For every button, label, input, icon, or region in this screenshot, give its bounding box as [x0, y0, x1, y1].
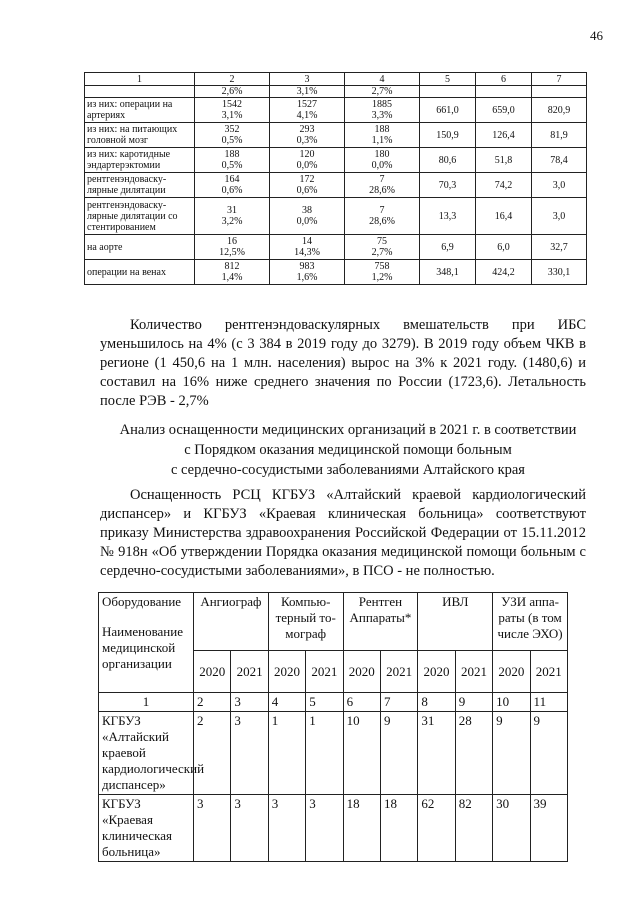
- paragraph-equipment: Оснащенность РСЦ КГБУЗ «Алтайский краевой кардиологический диспансер» и КГБУЗ «Краевая клиническая больница» соответствуют приказу Министерства здравоохранения Российской Федерации от 15.11.2012 № 918н «Об утверждении Порядка оказания медицинской помощи больным с сердечно-сосудистыми заболеваниями», в ПСО - не полностью.: [100, 487, 586, 579]
- corner-header: [99, 593, 194, 693]
- year-cell: 2020: [418, 651, 455, 693]
- table-cell: 659,0: [476, 98, 532, 123]
- table-cell: 7 28,6%: [345, 173, 420, 198]
- column-number: 2: [194, 693, 231, 712]
- table-cell: 352 0,5%: [195, 123, 270, 148]
- column-number: 3: [231, 693, 268, 712]
- table-cell: 6,9: [420, 235, 476, 260]
- table-cell: 164 0,6%: [195, 173, 270, 198]
- equipment-header-row: [99, 593, 568, 651]
- table-cell: 150,9: [420, 123, 476, 148]
- column-number: 8: [418, 693, 455, 712]
- table-cell: 758 1,2%: [345, 260, 420, 285]
- table-cell: 38 0,0%: [270, 198, 345, 235]
- table-cell: 1542 3,1%: [195, 98, 270, 123]
- table-cell: 330,1: [532, 260, 587, 285]
- equipment-name: Ангиограф: [194, 593, 269, 651]
- table-cell: 188 1,1%: [345, 123, 420, 148]
- year-cell: 2020: [343, 651, 380, 693]
- organization-name: КГБУЗ «Алтайский краевой кардиологический диспансер»: [99, 712, 194, 795]
- table-cell: 39: [530, 795, 567, 862]
- table-cell: 1: [306, 712, 343, 795]
- table-cell: 2,6%: [195, 86, 270, 98]
- row-label: [85, 86, 195, 98]
- table-cell: 812 1,4%: [195, 260, 270, 285]
- year-cell: 2021: [231, 651, 268, 693]
- table-cell: 983 1,6%: [270, 260, 345, 285]
- table-cell: 18: [380, 795, 417, 862]
- table-cell: 70,3: [420, 173, 476, 198]
- table-cell: 348,1: [420, 260, 476, 285]
- table-cell: 75 2,7%: [345, 235, 420, 260]
- table-cell: 126,4: [476, 123, 532, 148]
- heading-line: Анализ оснащенности медицинских организаций в 2021 г. в соответствии: [119, 422, 577, 438]
- column-number: 10: [493, 693, 530, 712]
- row-label: из них: на питающих головной мозг: [85, 123, 195, 148]
- table-row: [99, 712, 568, 795]
- heading-line: с Порядком оказания медицинской помощи больным: [184, 442, 512, 458]
- column-number: 2: [195, 73, 270, 86]
- year-cell: 2021: [380, 651, 417, 693]
- equipment-name: ИВЛ: [418, 593, 493, 651]
- table-cell: 3: [194, 795, 231, 862]
- table-row: [85, 235, 587, 260]
- column-number: 5: [420, 73, 476, 86]
- table-cell: 180 0,0%: [345, 148, 420, 173]
- table-cell: 28: [455, 712, 492, 795]
- table-cell: 30: [493, 795, 530, 862]
- column-number: 1: [85, 73, 195, 86]
- row-label: из них: каротидные эндартерэктомии: [85, 148, 195, 173]
- column-number: 3: [270, 73, 345, 86]
- equipment-name: Компью-терный то-мограф: [268, 593, 343, 651]
- table-cell: 80,6: [420, 148, 476, 173]
- column-numbers-row: [99, 693, 568, 712]
- table-cell: 3: [231, 795, 268, 862]
- table-cell: 172 0,6%: [270, 173, 345, 198]
- table-row: [85, 86, 587, 98]
- table-cell: 3: [306, 795, 343, 862]
- table-cell: 6,0: [476, 235, 532, 260]
- equipment-table: [98, 592, 568, 862]
- table-cell: 1527 4,1%: [270, 98, 345, 123]
- column-number: 4: [268, 693, 305, 712]
- column-number: 6: [343, 693, 380, 712]
- table-row: [85, 173, 587, 198]
- paragraph-rev-statistics: Количество рентгенэндоваскулярных вмешательств при ИБС уменьшилось на 4% (с 3 384 в 2019 году до 3279). В 2019 году объем ЧКВ в регионе (1 450,6 на 1 млн. населения) вырос на 3% к 2021 году. (1480,6) и составил на 16% ниже среднего значения по России (1723,6). Летальность после РЭВ - 2,7%: [100, 317, 586, 409]
- table-cell: 62: [418, 795, 455, 862]
- table-cell: 1: [268, 712, 305, 795]
- table-cell: 120 0,0%: [270, 148, 345, 173]
- table-cell: 78,4: [532, 148, 587, 173]
- page-number: 46: [590, 28, 603, 43]
- table-cell: 74,2: [476, 173, 532, 198]
- table-cell: 3,0: [532, 173, 587, 198]
- surgery-statistics-table: [84, 72, 587, 285]
- column-number: 7: [532, 73, 587, 86]
- year-cell: 2020: [268, 651, 305, 693]
- table-cell: 661,0: [420, 98, 476, 123]
- table-cell: 7 28,6%: [345, 198, 420, 235]
- table-row: [85, 260, 587, 285]
- corner-equipment-label: Оборудование: [102, 594, 182, 609]
- table-row: [99, 795, 568, 862]
- row-label: из них: операции на артериях: [85, 98, 195, 123]
- table-cell: 31 3,2%: [195, 198, 270, 235]
- table-cell: 82: [455, 795, 492, 862]
- table-cell: 13,3: [420, 198, 476, 235]
- column-number: 11: [530, 693, 567, 712]
- year-cell: 2020: [493, 651, 530, 693]
- table-row: [85, 148, 587, 173]
- table-cell: 2,7%: [345, 86, 420, 98]
- column-number: 9: [455, 693, 492, 712]
- table-cell: 1885 3,3%: [345, 98, 420, 123]
- year-cell: 2021: [530, 651, 567, 693]
- table-cell: 32,7: [532, 235, 587, 260]
- row-label: на аорте: [85, 235, 195, 260]
- column-number: 1: [99, 693, 194, 712]
- table-cell: [420, 86, 476, 98]
- corner-organization-label: Наименование медицинской организации: [102, 624, 183, 671]
- table-header-row: [85, 73, 587, 86]
- table-cell: 51,8: [476, 148, 532, 173]
- table-cell: 14 14,3%: [270, 235, 345, 260]
- row-label: операции на венах: [85, 260, 195, 285]
- year-cell: 2021: [306, 651, 343, 693]
- column-number: 7: [380, 693, 417, 712]
- table-cell: 9: [380, 712, 417, 795]
- column-number: 6: [476, 73, 532, 86]
- year-cell: 2021: [455, 651, 492, 693]
- table-row: [85, 198, 587, 235]
- table-cell: 18: [343, 795, 380, 862]
- table-row: [85, 123, 587, 148]
- table-cell: 820,9: [532, 98, 587, 123]
- table-cell: 10: [343, 712, 380, 795]
- table-cell: 424,2: [476, 260, 532, 285]
- year-cell: 2020: [194, 651, 231, 693]
- equipment-name: УЗИ аппа-раты (в том числе ЭХО): [493, 593, 568, 651]
- heading-line: с сердечно-сосудистыми заболеваниями Алтайского края: [171, 462, 525, 478]
- table-cell: 188 0,5%: [195, 148, 270, 173]
- table-cell: [532, 86, 587, 98]
- table-cell: 2: [194, 712, 231, 795]
- table-cell: 293 0,3%: [270, 123, 345, 148]
- equipment-name: Рентген Аппараты*: [343, 593, 418, 651]
- section-heading: [90, 420, 606, 480]
- table-cell: 81,9: [532, 123, 587, 148]
- table-row: [85, 98, 587, 123]
- table-cell: 3: [268, 795, 305, 862]
- row-label: рентгенэндоваску-лярные дилятации: [85, 173, 195, 198]
- table-cell: 3,0: [532, 198, 587, 235]
- column-number: 4: [345, 73, 420, 86]
- table-cell: 3,1%: [270, 86, 345, 98]
- table-cell: 9: [493, 712, 530, 795]
- row-label: рентгенэндоваску-лярные дилятации со стентированием: [85, 198, 195, 235]
- table-cell: 16,4: [476, 198, 532, 235]
- table-cell: [476, 86, 532, 98]
- table-cell: 3: [231, 712, 268, 795]
- table-cell: 31: [418, 712, 455, 795]
- column-number: 5: [306, 693, 343, 712]
- organization-name: КГБУЗ «Краевая клиническая больница»: [99, 795, 194, 862]
- table-cell: 9: [530, 712, 567, 795]
- table-cell: 16 12,5%: [195, 235, 270, 260]
